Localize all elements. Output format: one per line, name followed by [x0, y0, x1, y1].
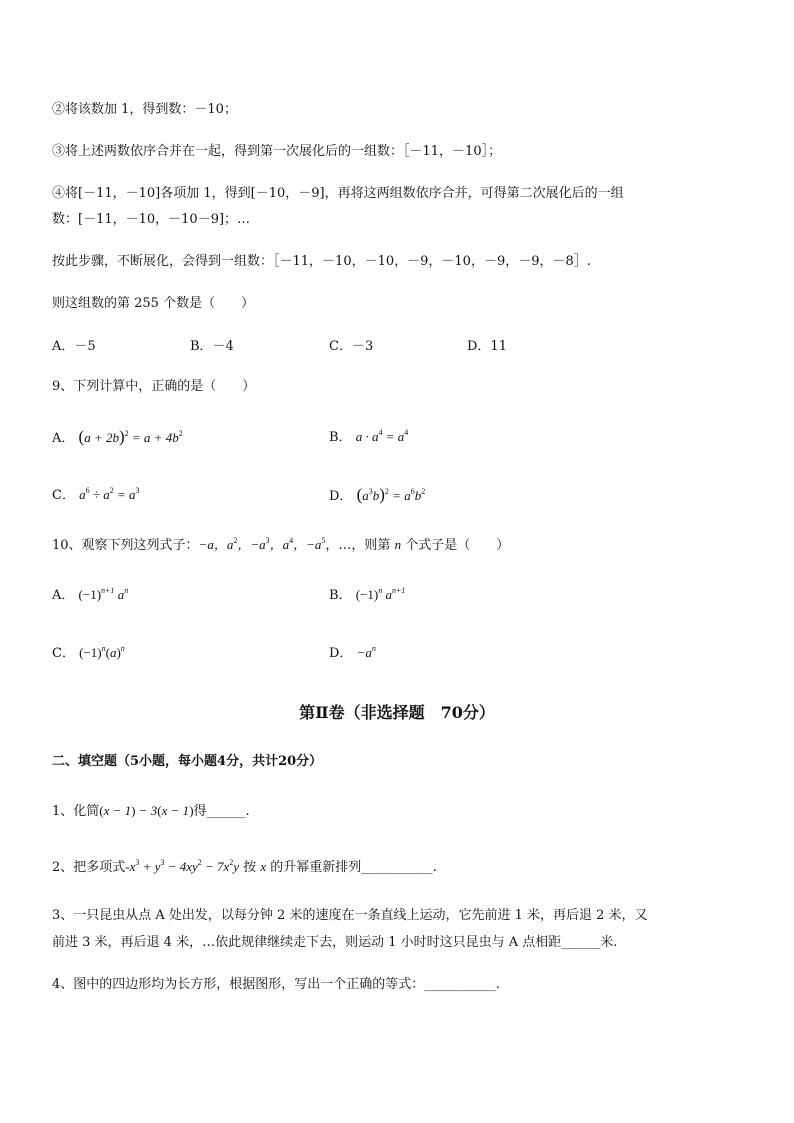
fill-q2-polynomial: $-x^3 + y^3 - 4xy^2 - 7x^2y$ [125, 858, 240, 874]
step-4-text-line2: 数：[－11，－10，－10－9]；… [52, 212, 251, 227]
continue-text: 按此步骤，不断展化，会得到一组数：［－11，－10，－10，－9，－10，－9，－9，－8］. [52, 254, 591, 269]
q10-option-a-label: A． [52, 588, 75, 603]
q8-option-a[interactable]: A．－5 [52, 339, 96, 354]
q9-option-a-label: A． [52, 431, 75, 446]
q9-option-a-formula: $(a + 2b)^2 = a + 4b^2$ [78, 427, 183, 446]
q10-stem-suffix: 个式子是（ ） [405, 538, 510, 553]
q9-option-d[interactable] [329, 486, 425, 506]
fill-q2: 2、把多项式$-x^3 + y^3 - 4xy^2 - 7x^2y$ 按 x 的升幂重新排列___________. [52, 858, 437, 875]
q10-option-a[interactable] [52, 586, 128, 605]
q10-option-c[interactable] [52, 644, 125, 663]
q10-stem: 10、观察下列这列式子：−a，$a^2$，$-a^3$，$a^4$，$-a^5$，…，则第 n 个式子是（ ） [52, 536, 510, 553]
q10-option-c-label: C． [52, 646, 75, 661]
q10-option-d-formula: $-a^n$ [356, 644, 376, 660]
q8-option-b[interactable]: B．－4 [190, 339, 234, 354]
q9-option-c-label: C． [52, 488, 75, 503]
q10-stem-mid: ，则第 [351, 538, 391, 553]
q9-option-b[interactable] [329, 428, 408, 447]
part-title: 二、填空题（5小题，每小题4分，共计20分） [52, 754, 323, 769]
q10-option-d-label: D． [329, 646, 353, 661]
q9-option-c-formula: $a^6 \div a^2 = a^3$ [79, 486, 140, 502]
q9-option-c[interactable] [52, 486, 140, 505]
fill-q4: 4、图中的四边形均为长方形，根据图形，写出一个正确的等式：___________. [52, 977, 500, 992]
q9-option-b-label: B． [329, 430, 352, 445]
q9-option-b-formula: $a \cdot a^4 = a^4$ [355, 428, 409, 444]
q8-option-d[interactable]: D．11 [467, 339, 507, 354]
q10-option-b-label: B． [329, 588, 352, 603]
q8-option-c[interactable]: C．－3 [329, 339, 374, 354]
step-4-text-line1: ④将[－11，－10]各项加 1，得到[－10，－9]，再将这两组数依序合并，可得第二次展化后的一组 [52, 186, 624, 201]
fill-q1-formula: (x − 1) − 3(x − 1) [99, 803, 194, 818]
step-3-text: ③将上述两数依序合并在一起，得到第一次展化后的一组数：［－11，－10］； [52, 144, 502, 159]
q10-option-d[interactable] [329, 644, 376, 663]
q10-option-b-formula: $(-1)^n$ $a^{n+1}$ [355, 586, 406, 602]
fill-q3-line1: 3、一只昆虫从点 A 处出发，以每分钟 2 米的速度在一条直线上运动，它先前进 1 米，再后退 2 米，又 [52, 908, 648, 923]
fill-q3-line2: 前进 3 米，再后退 4 米，…依此规律继续走下去，则运动 1 小时时这只昆虫与 A 点相距______米. [52, 935, 618, 950]
fill-q2-suffix: 的升幂重新排列___________. [270, 860, 437, 875]
fill-q2-mid: 按 [243, 860, 257, 875]
q8-question: 则这组数的第 255 个数是（ ） [52, 296, 255, 311]
q9-option-a[interactable] [52, 428, 183, 448]
step-2-text: ②将该数加 1，得到数：－10； [52, 102, 237, 117]
fill-q2-prefix: 2、把多项式 [52, 860, 126, 875]
q10-sequence: −a，$a^2$，$-a^3$，$a^4$，$-a^5$ [198, 536, 326, 552]
q9-option-d-formula: $(a^3b)^2 = a^6b^2$ [356, 485, 426, 504]
fill-q1 [52, 802, 250, 821]
q10-stem-prefix: 10、观察下列这列式子： [52, 538, 199, 553]
q10-option-a-formula: $(-1)^{n+1}$ $a^n$ [78, 586, 129, 602]
q9-stem: 9、下列计算中，正确的是（ ） [52, 379, 256, 394]
fill-q1-suffix: 得______. [193, 804, 250, 819]
fill-q1-prefix: 1、化简 [52, 804, 100, 819]
q10-option-c-formula: $(-1)^n(a)^n$ [79, 644, 125, 660]
q9-option-d-label: D． [329, 489, 353, 504]
section-title: 第Ⅱ卷（非选择题 70分） [299, 703, 495, 722]
q10-option-b[interactable] [329, 586, 405, 605]
